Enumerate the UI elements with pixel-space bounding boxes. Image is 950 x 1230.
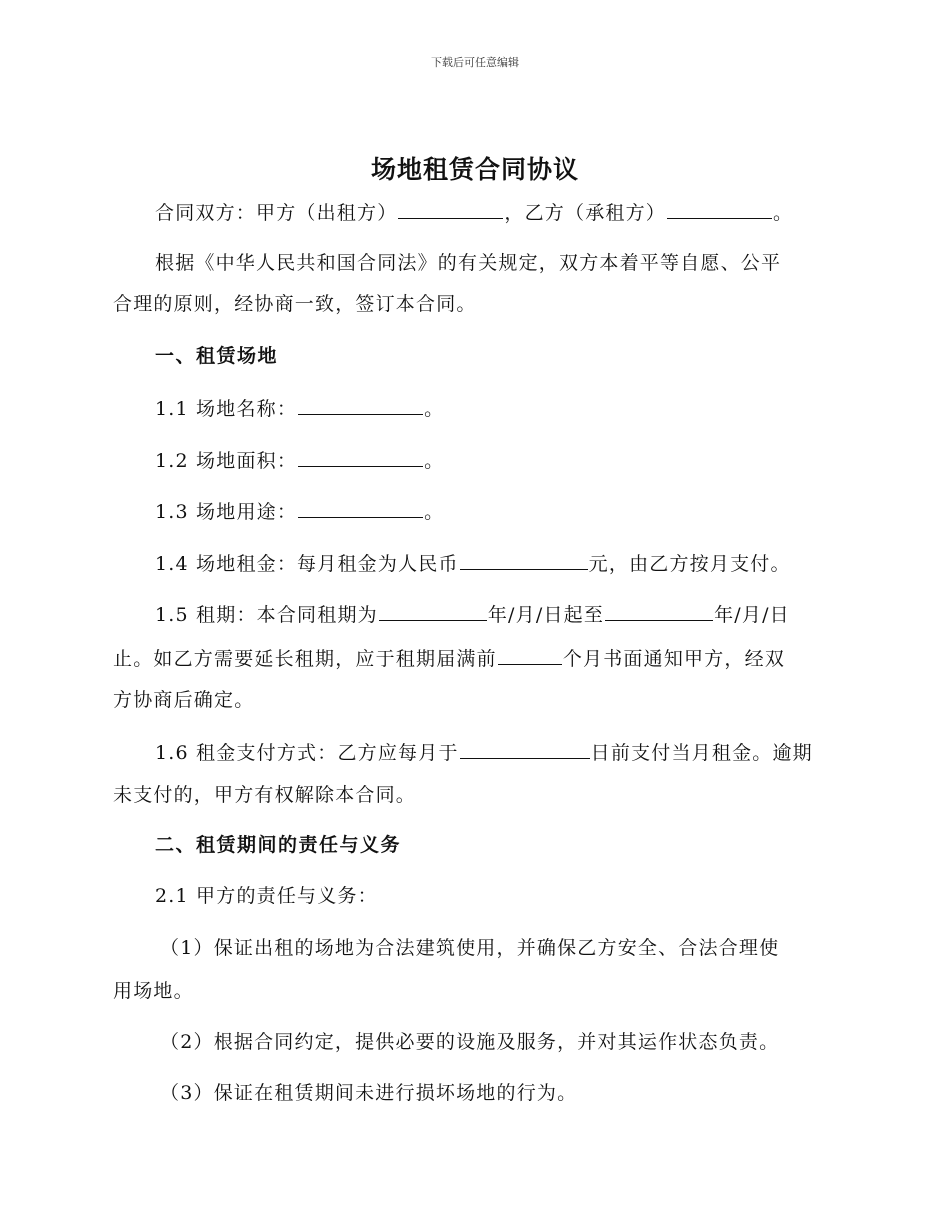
item-1-5-middle: 年/月/日起至 — [487, 604, 605, 626]
section-1-heading: 一、租赁场地 — [155, 345, 279, 367]
item-1-5-suffix: 年/月/日 — [714, 604, 790, 626]
item-1-5-line2-suffix: 个月书面通知甲方，经双 — [562, 648, 786, 670]
item-1-6-suffix: 日前支付当月租金。逾期 — [590, 742, 813, 764]
venue-area-blank[interactable] — [298, 446, 423, 467]
item-1-4-prefix: 1.4 场地租金：每月租金为人民币 — [155, 553, 459, 575]
item-1-2-suffix: 。 — [424, 450, 445, 472]
parties-prefix: 合同双方：甲方（出租方） — [155, 202, 398, 224]
rent-amount-blank[interactable] — [460, 549, 588, 570]
item-1-4 — [0, 549, 950, 578]
item-1-5-line-1 — [0, 600, 950, 629]
document-title: 场地租赁合同协议 — [370, 155, 579, 184]
notice-months-blank[interactable] — [498, 644, 562, 665]
item-1-2 — [0, 446, 950, 475]
item-1-3 — [0, 497, 950, 526]
item-1-6-prefix: 1.6 租金支付方式：乙方应每月于 — [155, 742, 459, 764]
lease-start-blank[interactable] — [379, 600, 487, 621]
item-1-5-line2-prefix: 止。如乙方需要延长租期，应于租期届满前 — [113, 648, 497, 670]
parties-suffix: 。 — [773, 202, 794, 224]
payment-day-blank[interactable] — [460, 738, 590, 759]
venue-use-blank[interactable] — [298, 497, 423, 518]
intro-line-2: 合理的原则，经协商一致，签订本合同。 — [113, 293, 477, 315]
section-2-heading: 二、租赁期间的责任与义务 — [155, 834, 402, 856]
page-header-note: 下载后可任意编辑 — [431, 56, 519, 69]
item-1-2-label: 1.2 场地面积： — [155, 450, 298, 472]
lessor-blank[interactable] — [398, 198, 503, 219]
parties-line — [0, 198, 950, 227]
item-2-1-sub-2: （2）根据合同约定，提供必要的设施及服务，并对其运作状态负责。 — [160, 1031, 780, 1053]
item-1-6-line-2: 未支付的，甲方有权解除本合同。 — [113, 784, 417, 806]
item-1-6-line-1 — [0, 738, 950, 767]
item-1-4-suffix: 元，由乙方按月支付。 — [588, 553, 791, 575]
parties-middle: ，乙方（承租方） — [504, 202, 667, 224]
lease-end-blank[interactable] — [605, 600, 713, 621]
item-2-1: 2.1 甲方的责任与义务： — [155, 885, 378, 907]
item-2-1-sub-1-line-2: 用场地。 — [113, 980, 194, 1002]
item-1-5-prefix: 1.5 租期：本合同租期为 — [155, 604, 378, 626]
lessee-blank[interactable] — [667, 198, 772, 219]
item-1-3-label: 1.3 场地用途： — [155, 501, 298, 523]
item-1-1-suffix: 。 — [424, 398, 445, 420]
item-2-1-sub-1-line-1: （1）保证出租的场地为合法建筑使用，并确保乙方安全、合法合理使 — [160, 937, 780, 959]
item-1-5-line-2 — [0, 644, 950, 673]
item-1-3-suffix: 。 — [424, 501, 445, 523]
intro-line-1: 根据《中华人民共和国合同法》的有关规定，双方本着平等自愿、公平 — [155, 252, 782, 274]
item-2-1-sub-3: （3）保证在租赁期间未进行损坏场地的行为。 — [160, 1082, 578, 1104]
item-1-5-line-3: 方协商后确定。 — [113, 689, 255, 711]
venue-name-blank[interactable] — [298, 394, 423, 415]
item-1-1-label: 1.1 场地名称： — [155, 398, 298, 420]
item-1-1 — [0, 394, 950, 423]
